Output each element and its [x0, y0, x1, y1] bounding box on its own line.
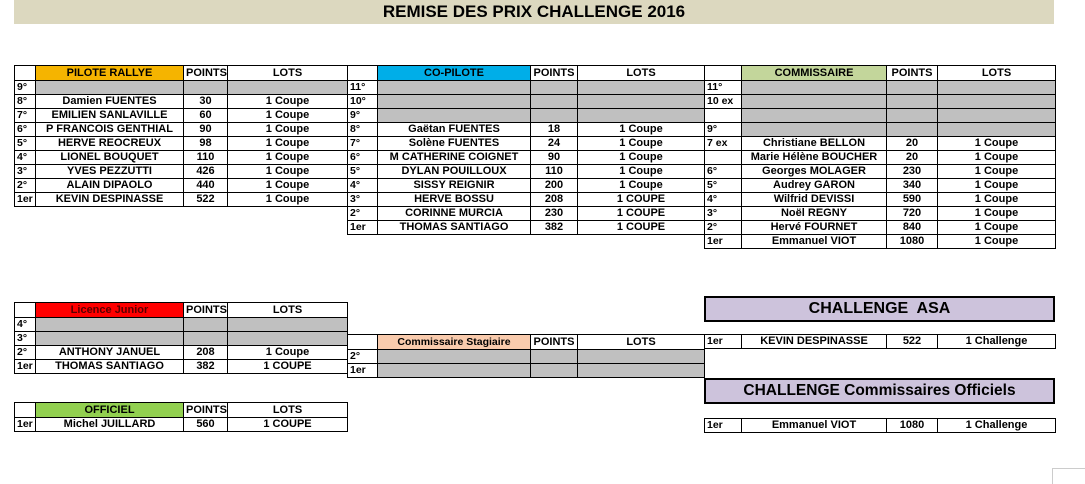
points-cell: 560: [184, 418, 228, 432]
rank-cell: [705, 109, 742, 123]
officiel-table: [14, 402, 348, 432]
table-row: [15, 151, 348, 165]
rank-header: [348, 335, 378, 350]
points-cell: 230: [531, 207, 578, 221]
rank-cell: 2°: [15, 179, 36, 193]
lots-cell: 1 Coupe: [228, 109, 348, 123]
table-row: [348, 193, 705, 207]
lots-cell: 1 Coupe: [228, 151, 348, 165]
header-row: [15, 66, 348, 81]
title-bar: [14, 0, 1054, 24]
rank-cell: 1er: [705, 419, 742, 433]
points-cell: 110: [531, 165, 578, 179]
table-row: [348, 109, 705, 123]
table-row: [348, 207, 705, 221]
name-cell: [36, 81, 184, 95]
points-cell: [531, 95, 578, 109]
table-row: [348, 81, 705, 95]
name-cell: [36, 332, 184, 346]
table-row: [705, 335, 1056, 349]
header-row: [348, 66, 705, 81]
table-row: [348, 165, 705, 179]
lots-cell: 1 COUPE: [228, 418, 348, 432]
points-cell: [887, 123, 938, 137]
name-cell: DYLAN POUILLOUX: [378, 165, 531, 179]
challenge-commissaires-banner: [704, 378, 1055, 404]
rank-cell: 6°: [705, 165, 742, 179]
lots-cell: 1 Coupe: [228, 193, 348, 207]
table-row: [705, 193, 1056, 207]
points-cell: 20: [887, 151, 938, 165]
name-cell: Emmanuel VIOT: [742, 419, 887, 433]
rank-cell: 3°: [705, 207, 742, 221]
table-row: [348, 179, 705, 193]
points-cell: 20: [887, 137, 938, 151]
lots-cell: 1 Coupe: [938, 165, 1056, 179]
table-row: [705, 221, 1056, 235]
table-row: [15, 418, 348, 432]
points-cell: 840: [887, 221, 938, 235]
table-row: [705, 419, 1056, 433]
name-cell: KEVIN DESPINASSE: [36, 193, 184, 207]
commissaire-stagiaire-table: [347, 334, 705, 378]
lots-cell: 1 Coupe: [938, 235, 1056, 249]
points-header: POINTS: [184, 66, 228, 81]
lots-cell: [938, 95, 1056, 109]
rank-cell: 5°: [15, 137, 36, 151]
table-row: [15, 346, 348, 360]
rank-cell: 7 ex: [705, 137, 742, 151]
points-cell: 200: [531, 179, 578, 193]
points-cell: 90: [184, 123, 228, 137]
rank-cell: 6°: [15, 123, 36, 137]
rank-cell: 3°: [348, 193, 378, 207]
lots-cell: [938, 123, 1056, 137]
points-cell: [531, 364, 578, 378]
rank-cell: 11°: [348, 81, 378, 95]
points-cell: 208: [531, 193, 578, 207]
lots-cell: 1 Coupe: [938, 207, 1056, 221]
name-cell: ANTHONY JANUEL: [36, 346, 184, 360]
name-cell: [36, 318, 184, 332]
category-header: OFFICIEL: [36, 403, 184, 418]
name-cell: [742, 123, 887, 137]
header-row: [705, 66, 1056, 81]
table-row: [705, 235, 1056, 249]
name-cell: Damien FUENTES: [36, 95, 184, 109]
rank-cell: 10°: [348, 95, 378, 109]
rank-cell: 6°: [348, 151, 378, 165]
commissaire-table: [704, 65, 1056, 249]
points-cell: [887, 95, 938, 109]
lots-cell: [938, 81, 1056, 95]
lots-cell: 1 Challenge: [938, 335, 1056, 349]
table-row: [705, 151, 1056, 165]
table-row: [705, 207, 1056, 221]
category-header: PILOTE RALLYE: [36, 66, 184, 81]
lots-cell: 1 COUPE: [578, 221, 705, 235]
rank-cell: 7°: [348, 137, 378, 151]
table-row: [15, 109, 348, 123]
lots-cell: 1 COUPE: [578, 207, 705, 221]
name-cell: HERVE BOSSU: [378, 193, 531, 207]
points-cell: [887, 109, 938, 123]
points-cell: 208: [184, 346, 228, 360]
points-cell: 30: [184, 95, 228, 109]
table-row: [15, 179, 348, 193]
header-row: [15, 403, 348, 418]
rank-cell: 2°: [705, 221, 742, 235]
rank-header: [15, 303, 36, 318]
pilote-rallye-table: [14, 65, 348, 207]
name-cell: [378, 95, 531, 109]
table-row: [15, 332, 348, 346]
table-row: [705, 95, 1056, 109]
table-row: [15, 95, 348, 109]
name-cell: [378, 350, 531, 364]
rank-header: [705, 66, 742, 81]
lots-cell: 1 Coupe: [578, 165, 705, 179]
rank-cell: 4°: [705, 193, 742, 207]
table-row: [705, 179, 1056, 193]
category-header: Licence Junior: [36, 303, 184, 318]
lots-cell: 1 Coupe: [228, 346, 348, 360]
name-cell: Hervé FOURNET: [742, 221, 887, 235]
rank-cell: 2°: [15, 346, 36, 360]
lots-cell: 1 Coupe: [228, 123, 348, 137]
points-header: POINTS: [887, 66, 938, 81]
points-cell: 382: [184, 360, 228, 374]
category-header: COMMISSAIRE: [742, 66, 887, 81]
lots-cell: 1 COUPE: [228, 360, 348, 374]
name-cell: THOMAS SANTIAGO: [378, 221, 531, 235]
category-header: CO-PILOTE: [378, 66, 531, 81]
points-cell: 590: [887, 193, 938, 207]
name-cell: HERVE REOCREUX: [36, 137, 184, 151]
name-cell: M CATHERINE COIGNET: [378, 151, 531, 165]
lots-cell: 1 Coupe: [938, 179, 1056, 193]
rank-cell: [705, 151, 742, 165]
name-cell: Solène FUENTES: [378, 137, 531, 151]
name-cell: [378, 364, 531, 378]
lots-cell: [228, 332, 348, 346]
rank-cell: 1er: [15, 360, 36, 374]
name-cell: [378, 81, 531, 95]
table-row: [15, 123, 348, 137]
name-cell: Audrey GARON: [742, 179, 887, 193]
name-cell: SISSY REIGNIR: [378, 179, 531, 193]
lots-cell: 1 Coupe: [938, 221, 1056, 235]
rank-cell: 3°: [15, 332, 36, 346]
points-cell: 98: [184, 137, 228, 151]
rank-cell: 7°: [15, 109, 36, 123]
lots-cell: 1 Coupe: [578, 123, 705, 137]
points-cell: 230: [887, 165, 938, 179]
name-cell: Michel JUILLARD: [36, 418, 184, 432]
points-cell: 426: [184, 165, 228, 179]
table-row: [705, 81, 1056, 95]
lots-cell: [578, 350, 705, 364]
rank-cell: 3°: [15, 165, 36, 179]
points-cell: [531, 81, 578, 95]
lots-cell: 1 Coupe: [228, 95, 348, 109]
rank-cell: 2°: [348, 350, 378, 364]
lots-header: LOTS: [228, 303, 348, 318]
points-cell: 440: [184, 179, 228, 193]
lots-cell: 1 Coupe: [938, 151, 1056, 165]
rank-cell: 5°: [705, 179, 742, 193]
lots-cell: [578, 95, 705, 109]
lots-cell: 1 Coupe: [938, 193, 1056, 207]
points-header: POINTS: [184, 303, 228, 318]
table-row: [15, 360, 348, 374]
points-cell: [531, 109, 578, 123]
rank-cell: 4°: [15, 151, 36, 165]
table-row: [15, 165, 348, 179]
page-title: REMISE DES PRIX CHALLENGE 2016: [382, 2, 686, 21]
lots-cell: 1 Coupe: [578, 179, 705, 193]
points-cell: 90: [531, 151, 578, 165]
table-row: [15, 193, 348, 207]
points-cell: 1080: [887, 235, 938, 249]
points-cell: [184, 318, 228, 332]
name-cell: [742, 109, 887, 123]
lots-header: LOTS: [578, 66, 705, 81]
lots-cell: 1 Challenge: [938, 419, 1056, 433]
points-cell: 382: [531, 221, 578, 235]
lots-cell: 1 Coupe: [228, 137, 348, 151]
rank-cell: 1er: [705, 335, 742, 349]
table-row: [15, 318, 348, 332]
lots-cell: [228, 81, 348, 95]
header-row: [348, 335, 705, 350]
lots-cell: 1 Coupe: [938, 137, 1056, 151]
name-cell: CORINNE MURCIA: [378, 207, 531, 221]
points-cell: 110: [184, 151, 228, 165]
lots-cell: 1 COUPE: [578, 193, 705, 207]
points-cell: [531, 350, 578, 364]
points-header: POINTS: [184, 403, 228, 418]
table-row: [705, 137, 1056, 151]
points-cell: 60: [184, 109, 228, 123]
table-row: [348, 95, 705, 109]
rank-cell: 8°: [348, 123, 378, 137]
name-cell: Gaëtan FUENTES: [378, 123, 531, 137]
rank-cell: 1er: [348, 221, 378, 235]
rank-cell: 1er: [348, 364, 378, 378]
rank-cell: 9°: [705, 123, 742, 137]
challenge-asa-title: CHALLENGE ASA: [808, 300, 951, 317]
lots-cell: [578, 109, 705, 123]
challenge-commissaires-table: [704, 418, 1056, 433]
table-row: [348, 123, 705, 137]
name-cell: YVES PEZZUTTI: [36, 165, 184, 179]
lots-cell: 1 Coupe: [578, 137, 705, 151]
licence-junior-table: [14, 302, 348, 374]
name-cell: Emmanuel VIOT: [742, 235, 887, 249]
name-cell: [742, 95, 887, 109]
rank-cell: 11°: [705, 81, 742, 95]
rank-cell: 5°: [348, 165, 378, 179]
rank-cell: 8°: [15, 95, 36, 109]
rank-header: [348, 66, 378, 81]
lots-cell: 1 Coupe: [228, 165, 348, 179]
co-pilote-table: [347, 65, 705, 235]
lots-header: LOTS: [228, 66, 348, 81]
sheet-corner: [1052, 468, 1085, 484]
rank-cell: 4°: [15, 318, 36, 332]
points-header: POINTS: [531, 66, 578, 81]
lots-cell: [938, 109, 1056, 123]
rank-cell: 1er: [15, 418, 36, 432]
points-cell: 522: [184, 193, 228, 207]
table-row: [705, 165, 1056, 179]
rank-cell: 2°: [348, 207, 378, 221]
rank-cell: 10 ex: [705, 95, 742, 109]
name-cell: LIONEL BOUQUET: [36, 151, 184, 165]
points-cell: 24: [531, 137, 578, 151]
table-row: [348, 364, 705, 378]
table-row: [348, 350, 705, 364]
rank-cell: 9°: [15, 81, 36, 95]
lots-cell: [228, 318, 348, 332]
rank-header: [15, 403, 36, 418]
rank-cell: 1er: [705, 235, 742, 249]
name-cell: THOMAS SANTIAGO: [36, 360, 184, 374]
category-header: Commissaire Stagiaire: [378, 335, 531, 350]
challenge-asa-banner: [704, 296, 1055, 322]
name-cell: P FRANCOIS GENTHIAL: [36, 123, 184, 137]
table-row: [705, 123, 1056, 137]
lots-cell: [578, 364, 705, 378]
table-row: [348, 137, 705, 151]
points-cell: 340: [887, 179, 938, 193]
lots-cell: [578, 81, 705, 95]
lots-cell: 1 Coupe: [228, 179, 348, 193]
name-cell: KEVIN DESPINASSE: [742, 335, 887, 349]
table-row: [348, 151, 705, 165]
points-cell: 18: [531, 123, 578, 137]
name-cell: Georges MOLAGER: [742, 165, 887, 179]
points-cell: 720: [887, 207, 938, 221]
name-cell: [742, 81, 887, 95]
name-cell: Noël REGNY: [742, 207, 887, 221]
table-row: [15, 81, 348, 95]
rank-cell: 1er: [15, 193, 36, 207]
table-row: [705, 109, 1056, 123]
lots-header: LOTS: [938, 66, 1056, 81]
lots-header: LOTS: [228, 403, 348, 418]
table-row: [15, 137, 348, 151]
challenge-asa-table: [704, 334, 1056, 349]
lots-header: LOTS: [578, 335, 705, 350]
name-cell: [378, 109, 531, 123]
lots-cell: 1 Coupe: [578, 151, 705, 165]
rank-cell: 4°: [348, 179, 378, 193]
name-cell: EMILIEN SANLAVILLE: [36, 109, 184, 123]
rank-cell: 9°: [348, 109, 378, 123]
table-row: [348, 221, 705, 235]
points-header: POINTS: [531, 335, 578, 350]
points-cell: 522: [887, 335, 938, 349]
name-cell: Christiane BELLON: [742, 137, 887, 151]
rank-header: [15, 66, 36, 81]
header-row: [15, 303, 348, 318]
points-cell: 1080: [887, 419, 938, 433]
name-cell: Wilfrid DEVISSI: [742, 193, 887, 207]
points-cell: [184, 332, 228, 346]
name-cell: Marie Hélène BOUCHER: [742, 151, 887, 165]
challenge-commissaires-title: CHALLENGE Commissaires Officiels: [743, 382, 1016, 399]
points-cell: [184, 81, 228, 95]
points-cell: [887, 81, 938, 95]
name-cell: ALAIN DIPAOLO: [36, 179, 184, 193]
